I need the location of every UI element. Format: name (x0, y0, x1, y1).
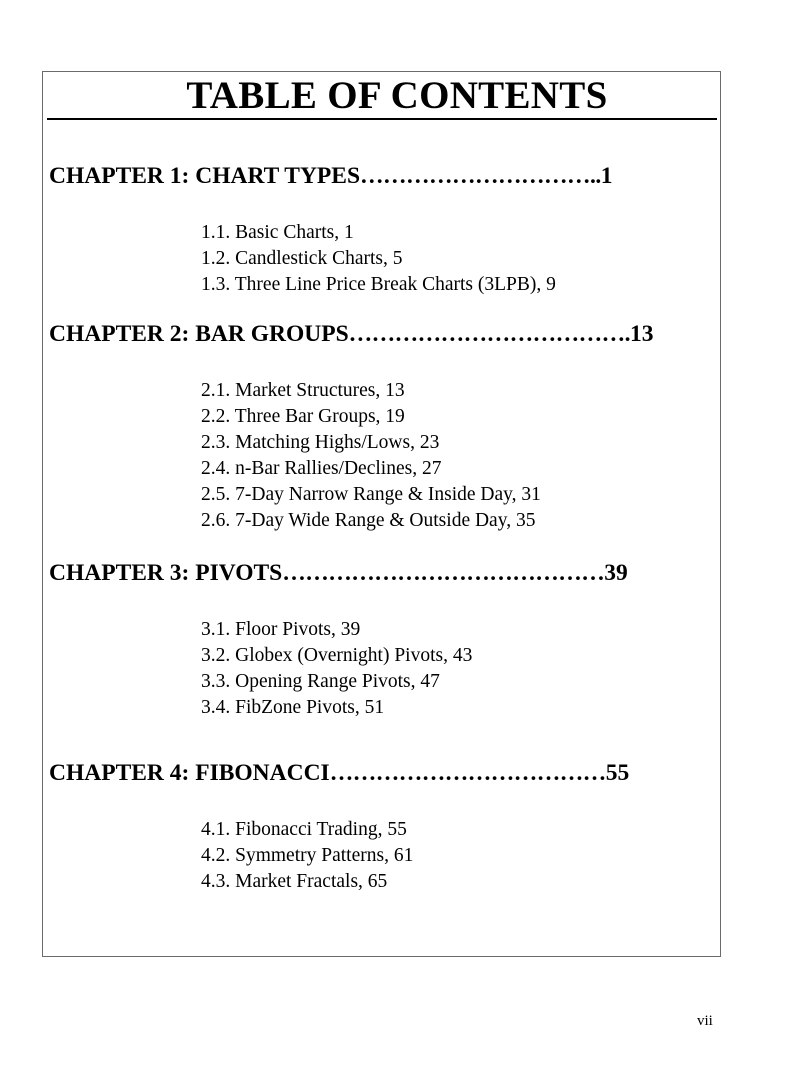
chapter-title: CHAPTER 4: FIBONACCI (49, 760, 330, 786)
section-2-5[interactable]: 2.5. 7-Day Narrow Range & Inside Day, 31 (201, 484, 541, 505)
chapter-page: 13 (630, 321, 654, 347)
chapter-2-heading[interactable] (49, 320, 654, 348)
leader-dots: ………………………….. (360, 163, 601, 189)
section-4-1[interactable]: 4.1. Fibonacci Trading, 55 (201, 819, 407, 840)
chapter-title: CHAPTER 3: PIVOTS (49, 560, 283, 586)
chapter-page: 39 (604, 560, 628, 586)
chapter-3-heading[interactable] (49, 559, 628, 587)
page-number: vii (697, 1013, 713, 1029)
section-1-1[interactable]: 1.1. Basic Charts, 1 (201, 222, 354, 243)
section-3-4[interactable]: 3.4. FibZone Pivots, 51 (201, 697, 385, 718)
section-2-1[interactable]: 2.1. Market Structures, 13 (201, 380, 405, 401)
leader-dots: ………………………………. (348, 321, 631, 347)
section-3-3[interactable]: 3.3. Opening Range Pivots, 47 (201, 671, 440, 692)
section-3-1[interactable]: 3.1. Floor Pivots, 39 (201, 619, 361, 640)
section-2-2[interactable]: 2.2. Three Bar Groups, 19 (201, 406, 405, 427)
section-2-4[interactable]: 2.4. n-Bar Rallies/Declines, 27 (201, 458, 442, 479)
chapter-page: 55 (605, 760, 630, 786)
chapter-4-heading[interactable] (49, 759, 629, 787)
chapter-1-heading[interactable] (49, 162, 613, 190)
chapter-page: 1 (600, 163, 613, 189)
chapter-title: CHAPTER 2: BAR GROUPS (49, 321, 349, 347)
section-2-3[interactable]: 2.3. Matching Highs/Lows, 23 (201, 432, 440, 453)
section-3-2[interactable]: 3.2. Globex (Overnight) Pivots, 43 (201, 645, 473, 666)
leader-dots: …………………………………… (282, 560, 605, 586)
section-1-2[interactable]: 1.2. Candlestick Charts, 5 (201, 248, 403, 269)
section-4-3[interactable]: 4.3. Market Fractals, 65 (201, 871, 388, 892)
title-underline (47, 118, 717, 120)
section-2-6[interactable]: 2.6. 7-Day Wide Range & Outside Day, 35 (201, 510, 536, 531)
chapter-title: CHAPTER 1: CHART TYPES (49, 163, 361, 189)
leader-dots: ……………………………… (329, 760, 606, 786)
page-title: TABLE OF CONTENTS (186, 74, 608, 117)
section-4-2[interactable]: 4.2. Symmetry Patterns, 61 (201, 845, 414, 866)
section-1-3[interactable]: 1.3. Three Line Price Break Charts (3LPB), 9 (201, 274, 556, 295)
